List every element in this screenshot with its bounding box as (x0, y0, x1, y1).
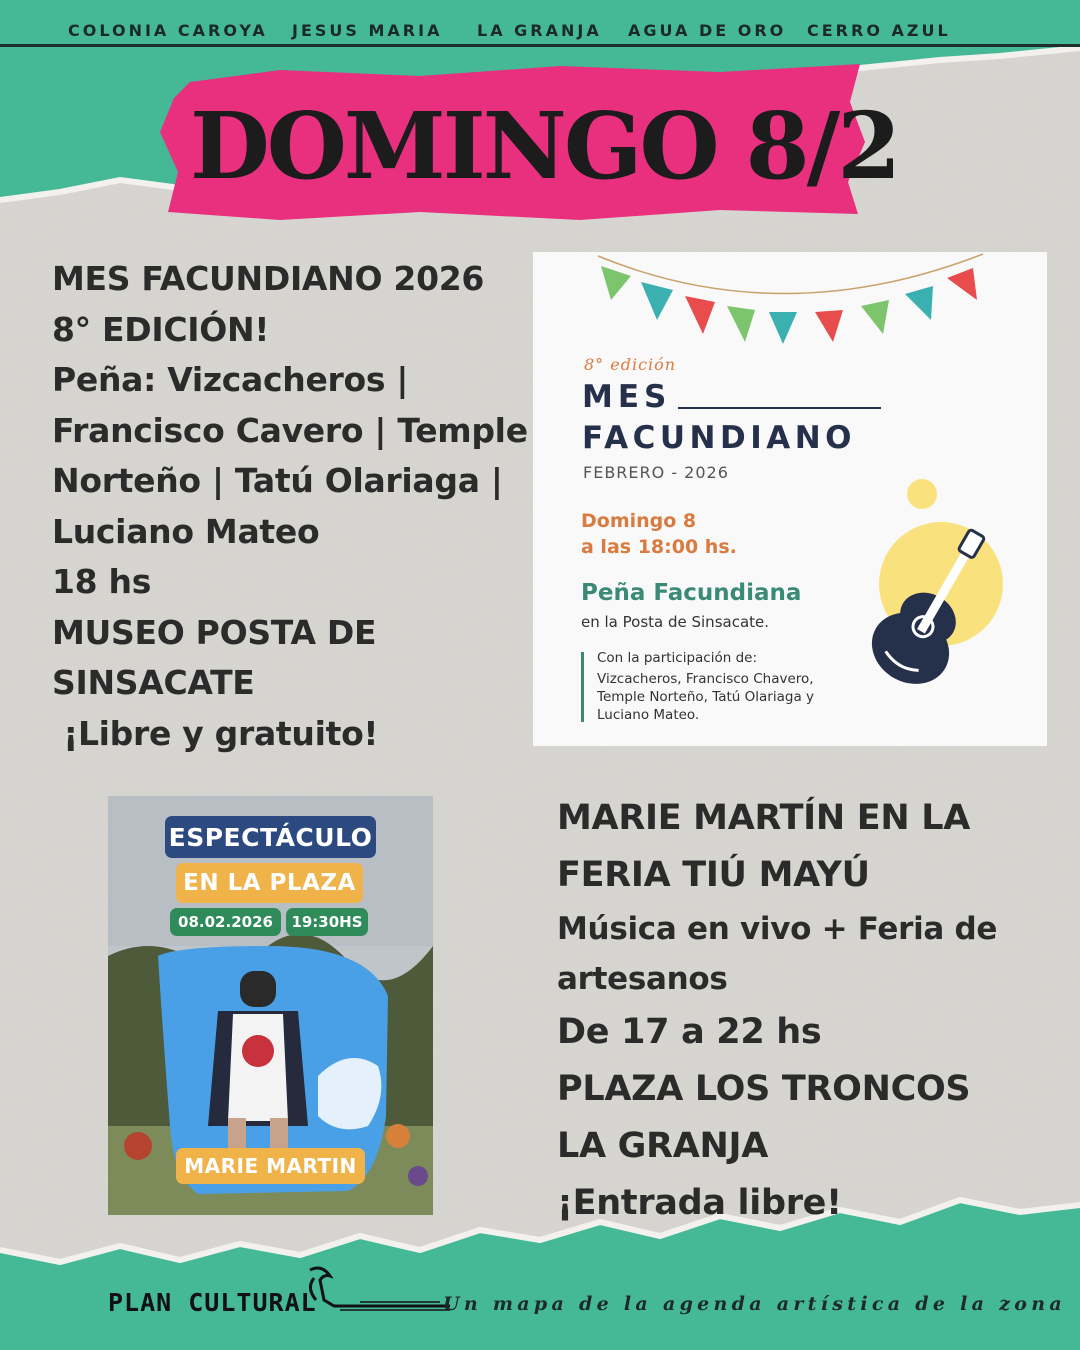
brand-bird-icon (300, 1266, 460, 1316)
poster-edition: 8° edición (584, 355, 677, 374)
event-1-line: 8° EDICIÓN! (52, 309, 270, 349)
poster-time: a las 18:00 hs. (581, 536, 737, 558)
event-2-line: Música en vivo + Feria de (557, 911, 998, 947)
event-1-line: Luciano Mateo (52, 511, 320, 551)
event-1-line: MES FACUNDIANO 2026 (52, 259, 485, 298)
event-1-line: ¡Libre y gratuito! (52, 713, 379, 753)
poster-participants-line: Con la participación de: (597, 650, 758, 666)
poster-title-mes: MES (582, 379, 672, 415)
poster-quote-bar (581, 652, 584, 722)
poster-title-rule (678, 407, 881, 409)
event-2-line: ¡Entrada libre! (557, 1183, 842, 1223)
event-1-line: Peña: Vizcacheros | (52, 360, 409, 399)
event-1-details (52, 254, 528, 759)
poster-day: Domingo 8 (581, 510, 697, 532)
event-1-line: Norteño | Tatú Olariaga | (52, 461, 503, 500)
bunting-decoration (533, 252, 1047, 362)
event-1-line: 18 hs (52, 562, 152, 601)
guitar-sun-illustration (853, 474, 1013, 714)
poster-badge-en-la-plaza: EN LA PLAZA (176, 863, 363, 903)
page-title: DOMINGO 8/2 (190, 92, 899, 200)
town-la-granja: LA GRANJA (477, 21, 602, 40)
event-2-line: PLAZA LOS TRONCOS (557, 1069, 971, 1109)
marie-martin-poster (108, 796, 433, 1215)
town-colonia-caroya: COLONIA CAROYA (68, 21, 268, 40)
poster-participants-line: Temple Norteño, Tatú Olariaga y (597, 689, 815, 705)
town-jesus-maria: JESUS MARIA (292, 21, 443, 40)
town-agua-de-oro: AGUA DE ORO (628, 21, 787, 40)
poster-badge-artist: MARIE MARTIN (176, 1148, 365, 1184)
brand-logo-text: PLAN CULTURAL (108, 1288, 317, 1317)
poster-event-name: Peña Facundiana (581, 580, 802, 606)
poster-title-facundiano: FACUNDIANO (582, 420, 857, 456)
towns-nav (0, 0, 1080, 46)
event-1-line: MUSEO POSTA DE (52, 612, 377, 652)
poster-participants-line: Luciano Mateo. (597, 707, 700, 723)
poster-badge-date: 08.02.2026 (170, 908, 281, 936)
event-1-line: Francisco Cavero | Temple (52, 410, 528, 450)
poster-month: FEBRERO - 2026 (583, 463, 729, 482)
event-2-line: LA GRANJA (557, 1126, 769, 1166)
poster-participants-line: Vizcacheros, Francisco Chavero, (597, 671, 814, 687)
brand-tagline: Un mapa de la agenda artística de la zona (443, 1293, 1066, 1315)
event-1-line: SINSACATE (52, 663, 255, 702)
poster-badge-time: 19:30HS (286, 908, 368, 936)
poster-venue: en la Posta de Sinsacate. (581, 613, 770, 631)
event-2-line: FERIA TIÚ MAYÚ (557, 855, 870, 895)
event-2-line: MARIE MARTÍN EN LA (557, 798, 971, 838)
nav-divider (0, 44, 1080, 47)
mes-facundiano-poster (533, 252, 1047, 746)
town-cerro-azul: CERRO AZUL (807, 21, 951, 40)
event-2-line: artesanos (557, 961, 728, 997)
event-2-details (557, 790, 997, 1232)
event-2-line: De 17 a 22 hs (557, 1012, 822, 1052)
poster-badge-espectaculo: ESPECTÁCULO (165, 816, 376, 858)
